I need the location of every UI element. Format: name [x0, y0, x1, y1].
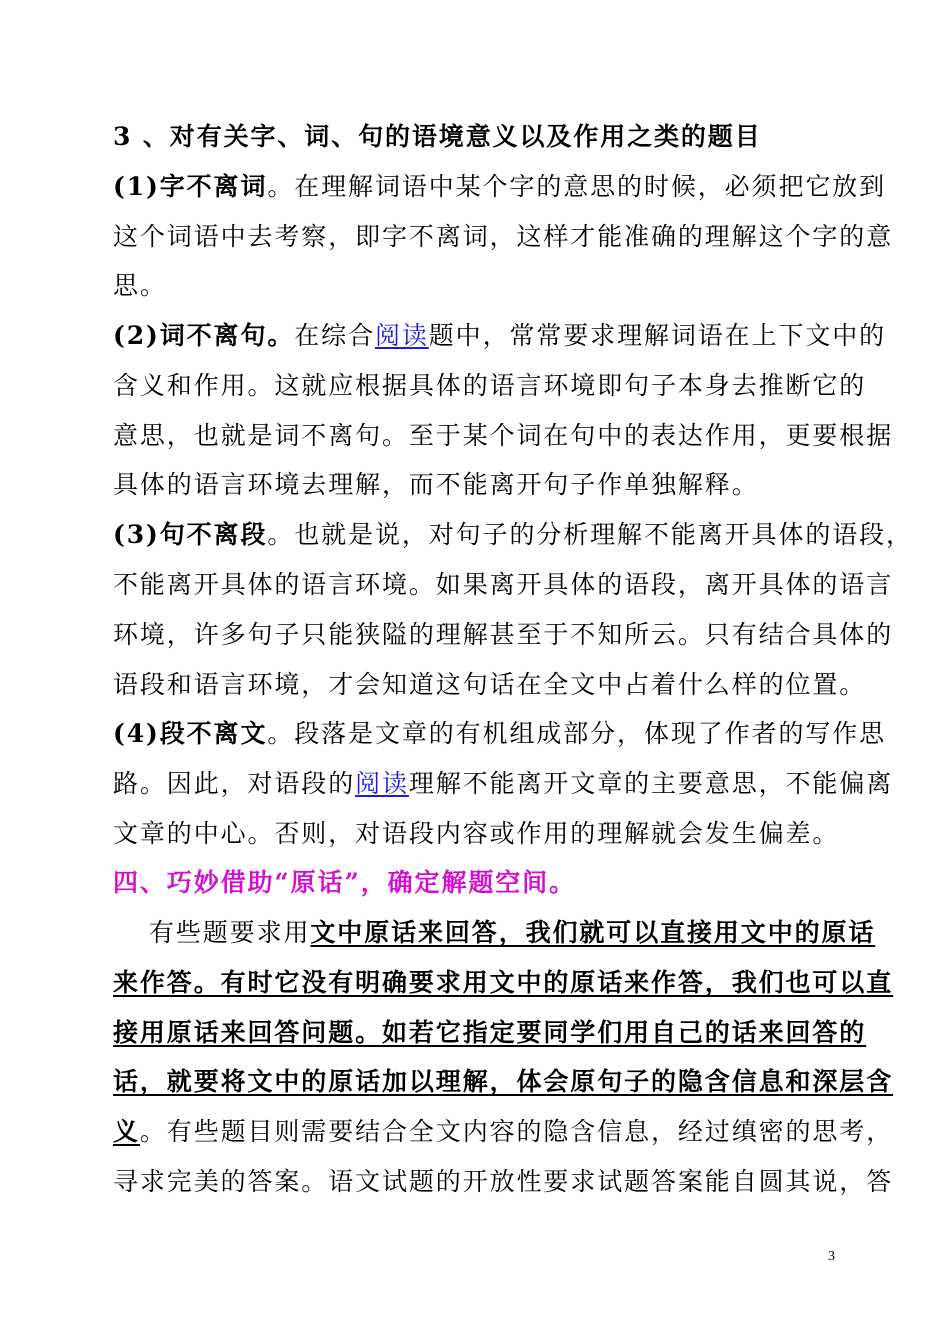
paragraph-4-text-a: 路。因此，对语段的: [113, 769, 356, 798]
paragraph-5-line-6: 寻求完美的答案。语文试题的开放性要求试题答案能自圆其说，答: [113, 1167, 894, 1196]
paragraph-2-line-3: 意思，也就是词不离句。至于某个词在句中的表达作用，更要根据: [113, 421, 894, 450]
paragraph-5-indent-text: 有些题要求用: [149, 918, 311, 947]
paragraph-2-label: (2)词不离句。: [113, 321, 295, 350]
paragraph-4-label: (4)段不离文: [113, 719, 268, 748]
heading-item-3: 3 、对有关字、词、句的语境意义以及作用之类的题目: [113, 122, 762, 151]
paragraph-4-text-b: 理解不能离开文章的主要意思，不能偏离: [408, 769, 894, 798]
paragraph-4-line-1: [113, 717, 886, 751]
paragraph-1-line-3: 思。: [113, 271, 167, 300]
paragraph-2-text-a: 在综合: [294, 321, 375, 350]
paragraph-3-text: 。也就是说，对句子的分析理解不能离开具体的语段，: [267, 520, 913, 549]
paragraph-5-line-1: [113, 916, 875, 950]
paragraph-5-line-5: [113, 1115, 893, 1149]
paragraph-3-line-2: 不能离开具体的语言环境。如果离开具体的语段，离开具体的语言: [113, 570, 894, 599]
page-number: 3: [828, 1249, 835, 1264]
paragraph-3-line-1: [113, 518, 913, 552]
paragraph-1-label: (1)字不离词: [113, 172, 268, 201]
paragraph-4-text: 。段落是文章的有机组成部分，体现了作者的写作思: [267, 719, 887, 748]
paragraph-1-line-2: 这个词语中去考察，即字不离词，这样才能准确的理解这个字的意: [113, 222, 894, 251]
paragraph-1-text: 。在理解词语中某个字的意思的时候，必须把它放到: [267, 172, 887, 201]
paragraph-2-line-1: [113, 319, 886, 353]
paragraph-5-text: 。有些题目则需要结合全文内容的隐含信息，经过缜密的思考，: [139, 1117, 894, 1146]
paragraph-4-line-3: 文章的中心。否则，对语段内容或作用的理解就会发生偏差。: [113, 819, 840, 848]
reading-link[interactable]: 阅读: [355, 769, 409, 798]
paragraph-5-emphasis: 文中原话来回答，我们就可以直接用文中的原话: [310, 918, 876, 947]
paragraph-5-line-4: 话，就要将文中的原话加以理解，体会原句子的隐含信息和深层含: [113, 1067, 894, 1096]
paragraph-5-line-3: 接用原话来回答问题。如若它指定要同学们用自己的话来回答的: [113, 1018, 867, 1047]
paragraph-1-line-1: [113, 170, 886, 204]
paragraph-2-line-2: 含义和作用。这就应根据具体的语言环境即句子本身去推断它的: [113, 371, 867, 400]
reading-link[interactable]: 阅读: [374, 321, 429, 350]
paragraph-3-label: (3)句不离段: [113, 520, 268, 549]
paragraph-5-emphasis-end: 义: [113, 1117, 140, 1146]
paragraph-5-line-2: 来作答。有时它没有明确要求用文中的原话来作答，我们也可以直: [113, 968, 894, 997]
paragraph-3-line-4: 语段和语言环境，才会知道这句话在全文中占着什么样的位置。: [113, 670, 867, 699]
section-4-title: 四、巧妙借助“原话”，确定解题空间。: [113, 868, 576, 897]
paragraph-3-line-3: 环境，许多句子只能狭隘的理解甚至于不知所云。只有结合具体的: [113, 620, 894, 649]
paragraph-2-text-b: 题中，常常要求理解词语在上下文中的: [428, 321, 887, 350]
paragraph-2-line-4: 具体的语言环境去理解，而不能离开句子作单独解释。: [113, 470, 759, 499]
paragraph-4-line-2: [113, 767, 893, 801]
